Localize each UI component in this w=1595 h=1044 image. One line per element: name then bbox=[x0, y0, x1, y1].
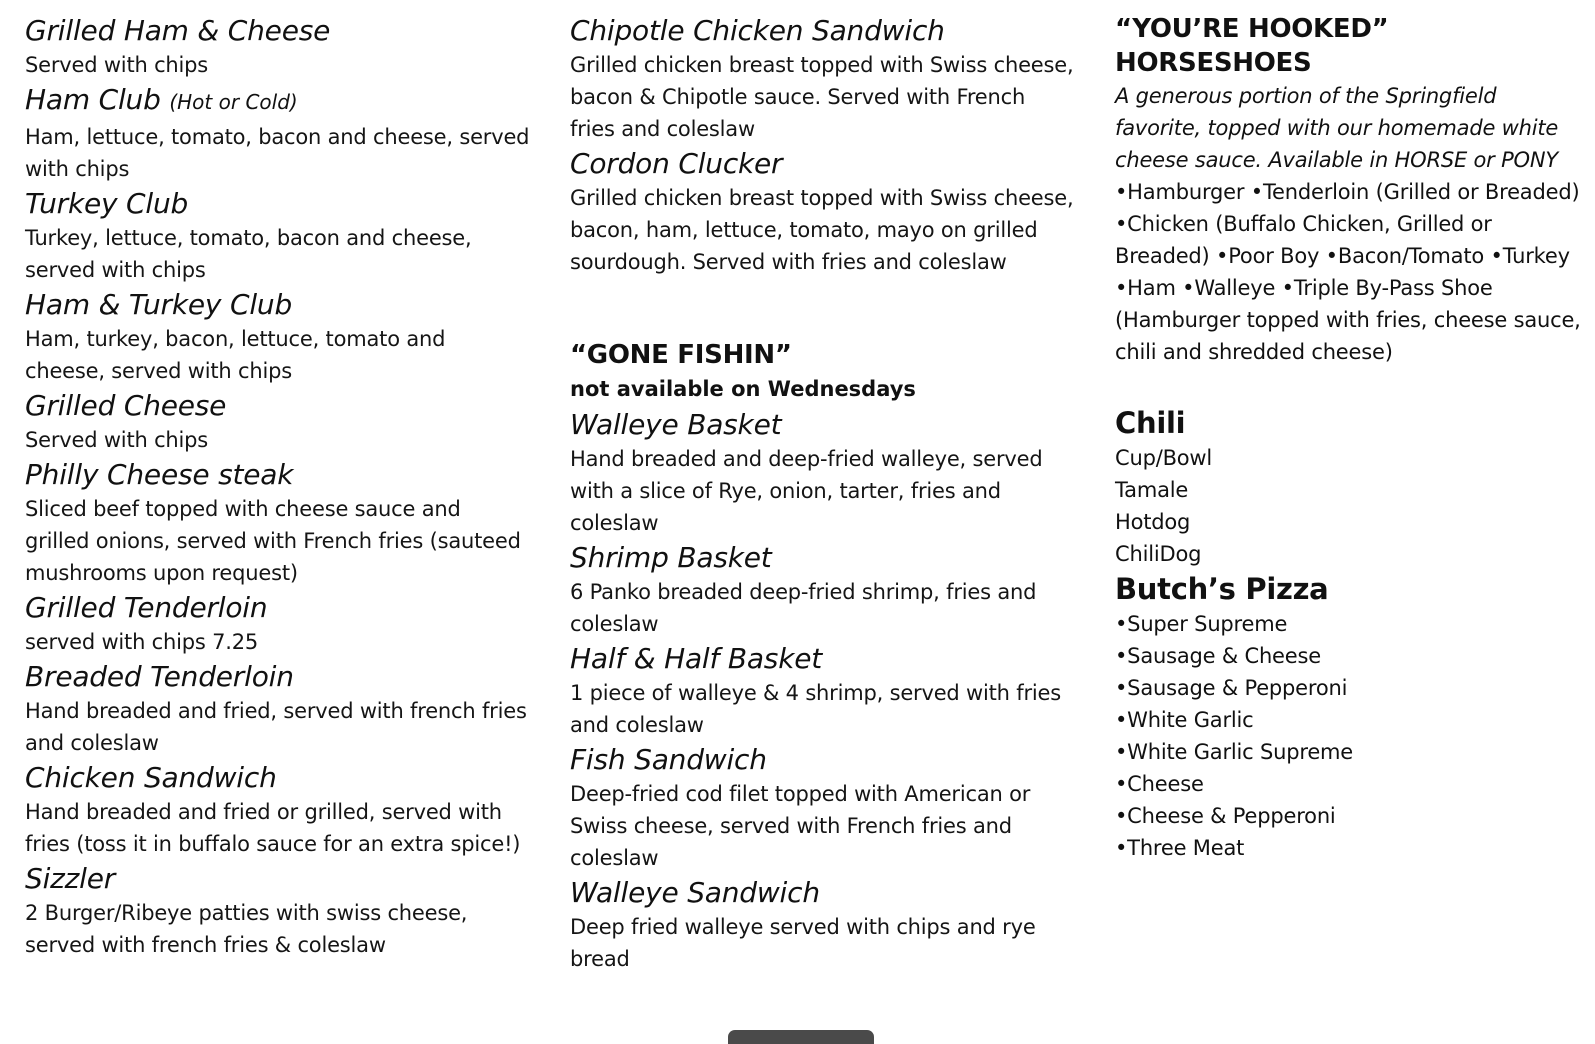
menu-item-description: Turkey, lettuce, tomato, bacon and cheese, served with chips bbox=[25, 226, 472, 282]
list-item: •White Garlic bbox=[1115, 708, 1254, 732]
menu-item-name: Turkey Club bbox=[25, 187, 189, 220]
list-item: ChiliDog bbox=[1115, 542, 1202, 566]
menu-item bbox=[570, 539, 1075, 640]
menu-item bbox=[25, 658, 530, 759]
menu-item-name: Chipotle Chicken Sandwich bbox=[570, 14, 945, 47]
horseshoe-options: •Hamburger •Tenderloin (Grilled or Breaded) •Chicken (Buffalo Chicken, Grilled or Breaded) •Poor Boy •Bacon/Tomato •Turkey •Ham •Walleye •Triple By-Pass Shoe (Hamburger topped with fries, cheese sauce, chili and shredded cheese) bbox=[1115, 180, 1581, 364]
section-heading-horseshoes: “YOU’RE HOOKED” HORSESHOES bbox=[1115, 14, 1389, 78]
menu-item bbox=[570, 406, 1075, 539]
menu-item-name: Ham & Turkey Club bbox=[25, 288, 293, 321]
menu-item-description: Hand breaded and deep-fried walleye, served with a slice of Rye, onion, tarter, fries and coleslaw bbox=[570, 447, 1043, 535]
list-item: •White Garlic Supreme bbox=[1115, 740, 1354, 764]
menu-item-name: Chicken Sandwich bbox=[25, 761, 277, 794]
list-item: •Cheese bbox=[1115, 772, 1204, 796]
menu-item bbox=[570, 12, 1075, 145]
section-subheading: not available on Wednesdays bbox=[570, 377, 916, 401]
menu-item-name: Sizzler bbox=[25, 862, 116, 895]
section-spacer bbox=[570, 278, 1075, 338]
menu-item-description: 2 Burger/Ribeye patties with swiss cheese, served with french fries & coleslaw bbox=[25, 901, 468, 957]
menu-item-name: Philly Cheese steak bbox=[25, 458, 294, 491]
menu-item-description: 1 piece of walleye & 4 shrimp, served with fries and coleslaw bbox=[570, 681, 1061, 737]
menu-item bbox=[25, 81, 530, 185]
menu-item-name-row bbox=[25, 81, 530, 121]
menu-item-name: Walleye Basket bbox=[570, 408, 782, 441]
list-item: •Super Supreme bbox=[1115, 612, 1288, 636]
list-item: •Sausage & Cheese bbox=[1115, 644, 1321, 668]
menu-item-description: Sliced beef topped with cheese sauce and grilled onions, served with French fries (sauteed mushrooms upon request) bbox=[25, 497, 521, 585]
menu-item-name: Grilled Cheese bbox=[25, 389, 227, 422]
menu-column-horseshoes bbox=[1115, 12, 1585, 864]
list-item: Tamale bbox=[1115, 478, 1189, 502]
menu-item-description: Ham, lettuce, tomato, bacon and cheese, served with chips bbox=[25, 125, 530, 181]
menu-item-name: Breaded Tenderloin bbox=[25, 660, 294, 693]
section-heading-chili: Chili bbox=[1115, 406, 1186, 440]
menu-item bbox=[25, 589, 530, 658]
menu-item bbox=[570, 741, 1075, 874]
menu-item-description: Grilled chicken breast topped with Swiss cheese, bacon, ham, lettuce, tomato, mayo on grilled sourdough. Served with fries and coleslaw bbox=[570, 186, 1074, 274]
menu-item bbox=[570, 640, 1075, 741]
section-heading-fish: “GONE FISHIN” bbox=[570, 340, 792, 370]
menu-item-name: Grilled Ham & Cheese bbox=[25, 14, 331, 47]
menu-item-description: Deep-fried cod filet topped with American or Swiss cheese, served with French fries and coleslaw bbox=[570, 782, 1031, 870]
menu-item-description: Served with chips bbox=[25, 428, 209, 452]
menu-item-description: Hand breaded and fried or grilled, served with fries (toss it in buffalo sauce for an extra spice!) bbox=[25, 800, 521, 856]
menu-item-name: Walleye Sandwich bbox=[570, 876, 820, 909]
menu-item bbox=[25, 456, 530, 589]
menu-item-description: Grilled chicken breast topped with Swiss cheese, bacon & Chipotle sauce. Served with French fries and coleslaw bbox=[570, 53, 1074, 141]
list-item: •Sausage & Pepperoni bbox=[1115, 676, 1348, 700]
list-item: Cup/Bowl bbox=[1115, 446, 1213, 470]
menu-item bbox=[25, 286, 530, 387]
section-spacer bbox=[1115, 368, 1585, 404]
menu-item bbox=[25, 387, 530, 456]
menu-item-description: 6 Panko breaded deep-fried shrimp, fries and coleslaw bbox=[570, 580, 1037, 636]
menu-item-name: Cordon Clucker bbox=[570, 147, 783, 180]
menu-item-name: Shrimp Basket bbox=[570, 541, 772, 574]
menu-item bbox=[570, 145, 1075, 278]
section-heading-pizza: Butch’s Pizza bbox=[1115, 572, 1329, 606]
scroll-handle[interactable] bbox=[728, 1030, 874, 1044]
list-item: •Three Meat bbox=[1115, 836, 1245, 860]
menu-item bbox=[25, 759, 530, 860]
menu-item bbox=[570, 874, 1075, 975]
menu-item-description: Hand breaded and fried, served with french fries and coleslaw bbox=[25, 699, 527, 755]
menu-item-name: Ham Club bbox=[25, 83, 161, 116]
menu-item bbox=[25, 185, 530, 286]
menu-item-name: Half & Half Basket bbox=[570, 642, 823, 675]
menu-item-name: Fish Sandwich bbox=[570, 743, 767, 776]
menu-column-sandwiches bbox=[25, 12, 530, 961]
menu-item-description: Served with chips bbox=[25, 53, 209, 77]
menu-item-description: Deep fried walleye served with chips and rye bread bbox=[570, 915, 1036, 971]
menu-item-name: Grilled Tenderloin bbox=[25, 591, 268, 624]
menu-item-description: served with chips 7.25 bbox=[25, 630, 259, 654]
menu-item-note: (Hot or Cold) bbox=[169, 90, 298, 114]
list-item: Hotdog bbox=[1115, 510, 1191, 534]
menu-column-chicken-fish bbox=[570, 12, 1075, 975]
list-item: •Cheese & Pepperoni bbox=[1115, 804, 1336, 828]
menu-item bbox=[25, 860, 530, 961]
menu-item-description: Ham, turkey, bacon, lettuce, tomato and cheese, served with chips bbox=[25, 327, 446, 383]
menu-item bbox=[25, 12, 530, 81]
section-intro: A generous portion of the Springfield favorite, topped with our homemade white cheese sauce. Available in HORSE or PONY bbox=[1115, 84, 1559, 172]
